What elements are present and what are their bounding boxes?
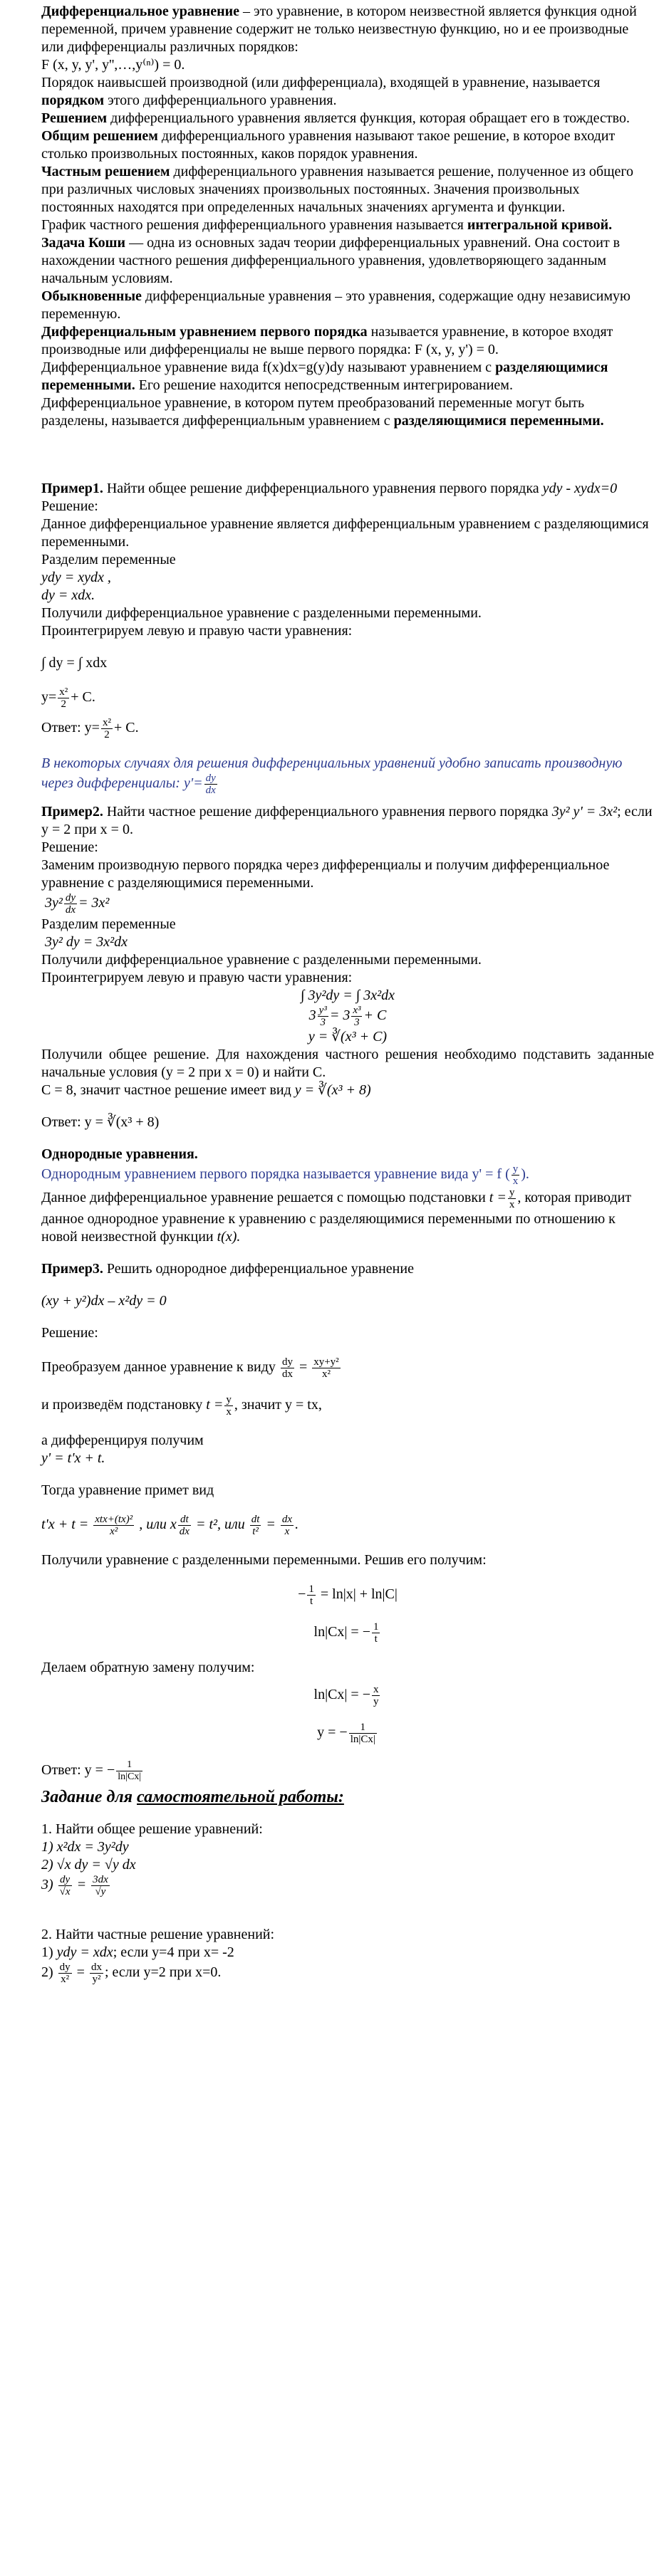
ex1-result: y= $\frac{\text{x²}}{2}$ + C.: [41, 686, 95, 710]
ex1-title: Пример1. Найти общее решение дифференциального уравнения первого порядка ydy - xydx=0: [41, 481, 618, 496]
intro-p7: Задача Коши — одна из основных задач теории дифференциальных уравнений. Она состоит в нахождении частного решения дифференциального уравнения, удовлетворяющего заданным начальным условиям.: [41, 235, 621, 286]
ex3-s7: Получили уравнение с разделенными переменными. Решив его получим:: [41, 1552, 487, 1568]
document-page: [41, 0, 654, 1985]
ex1-solution-label: Решение:: [41, 498, 98, 514]
ex2-answer: Ответ: y = ∛(x³ + 8): [41, 1114, 160, 1130]
ex2-title: Пример2. Найти частное решение дифференциального уравнения первого порядка 3y² y' = 3x²; если y = 2 при x = 0.: [41, 804, 653, 837]
task-1-1: 1) x²dx = 3y²dy: [41, 1839, 129, 1855]
ex2-s7: C = 8, значит частное решение имеет вид y = ∛(x³ + 8): [41, 1082, 371, 1098]
note-differentials: В некоторых случаях для решения дифференциальных уравнений удобно записать производную через дифференциалы: y'= $\frac{dy}{dx}$: [41, 755, 623, 796]
ex1-s3: ydy = xydx ,: [41, 570, 111, 585]
ex2-line3: y = ∛(x³ + C): [308, 1029, 388, 1044]
task-1-3: 3) $\frac{dy}{√x}$ = $\frac{3dx}{√y}$: [41, 1874, 108, 1897]
ex3-s2: и произведём подстановку t = $\frac{y}{x}$ , значит y = tx,: [41, 1394, 322, 1418]
ex1-s2: Разделим переменные: [41, 552, 176, 567]
ex2-solution-label: Решение:: [41, 839, 98, 855]
ex2-line2: 3 $\frac{\text{y³}}{3}$ = 3 $\frac{\text{x³}}{3}$ + C: [308, 1005, 387, 1028]
ex3-s8: Делаем обратную замену получим:: [41, 1660, 255, 1675]
ex3-s6: t'x + t = $\frac{\text{xtx+(tx)²}}{\text{x²}}$ , или x $\frac{dt}{dx}$ = t², или $\frac{dt}{\text{t²}}$ = $\frac{dx}{x}$ .: [41, 1514, 299, 1537]
intro-p2: Порядок наивысшей производной (или дифференциала), входящей в уравнение, называется порядком этого дифференциального уравнения.: [41, 75, 601, 108]
intro-p11: Дифференциальное уравнение, в котором путем преобразований переменные могут быть разделены, называется дифференциальным уравнением с разделяющимися переменными.: [41, 395, 604, 429]
homog-title: Однородные уравнения.: [41, 1146, 198, 1162]
ex3-s5: Тогда уравнение примет вид: [41, 1482, 214, 1498]
intro-p1: Дифференциальное уравнение – это уравнение, в котором неизвестной является функция одной переменной, причем уравнение содержит не только неизвестную функцию, но и ее производные или дифференциалы различных порядков:: [41, 4, 637, 55]
ex3-solution-label: Решение:: [41, 1325, 98, 1341]
task-2: 2. Найти частные решение уравнений:: [41, 1927, 275, 1942]
intro-p9: Дифференциальным уравнением первого порядка называется уравнение, в которое входят производные или дифференциалы не выше первого порядка: F (x, y, y') = 0.: [41, 324, 613, 357]
ex2-s3: 3y² dy = 3x²dx: [45, 934, 128, 950]
ex3-title: Пример3. Решить однородное дифференциальное уравнение: [41, 1261, 414, 1277]
ex1-answer: Ответ: y= $\frac{\text{x²}}{2}$ + C.: [41, 717, 139, 740]
ex3-s3: а дифференцируя получим: [41, 1433, 204, 1448]
ex1-s4: dy = xdx.: [41, 587, 95, 603]
task-2-1: 1) ydy = xdx; если y=4 при x= -2: [41, 1944, 234, 1960]
ex3-answer: Ответ: y = − $\frac{1}{\ln|Cx|}$: [41, 1759, 142, 1782]
ex2-s6: Получили общее решение. Для нахождения частного решения необходимо подставить заданные начальные условия (y = 2 при x = 0) и найти C.: [41, 1047, 654, 1080]
ex3-s4: y' = t'x + t.: [41, 1450, 105, 1466]
ex2-s5: Проинтегрируем левую и правую части уравнения:: [41, 970, 353, 985]
intro-p4: Общим решением дифференциального уравнения называют такое решение, в которое входит столько произвольных постоянных, каков порядок уравнения.: [41, 128, 616, 162]
ex3-s1: Преобразуем данное уравнение к виду $\frac{dy}{dx}$ = $\frac{\text{xy+y²}}{\text{x²}}$: [41, 1356, 339, 1380]
intro-p5: Частным решением дифференциального уравнения называется решение, полученное из общего при различных числовых значениях произвольных постоянных. Значения произвольных постоянных находятся при определенных начальных значениях аргумента и функции.: [41, 164, 634, 215]
task-title: Задание для самостоятельной работы:: [41, 1788, 344, 1806]
ex1-integral: ∫ dy = ∫ xdx: [41, 655, 108, 671]
intro-p8: Обыкновенные дифференциальные уравнения – это уравнения, содержащие одну независимую переменную.: [41, 288, 630, 322]
ex2-s2: Разделим переменные: [41, 916, 176, 932]
ex2-int-line: ∫ 3y²dy = ∫ 3x²dx: [301, 988, 395, 1003]
intro-p3: Решением дифференциального уравнения является функция, которая обращает его в тождество.: [41, 110, 630, 126]
intro-p10: Дифференциальное уравнение вида f(x)dx=g(y)dy называют уравнением с разделяющимися переменными. Его решение находится непосредственным интегрированием.: [41, 360, 608, 393]
ex2-eq1: 3y² $\frac{dy}{dx}$ = 3x²: [45, 892, 110, 916]
task-2-2: 2) $\frac{dy}{\text{x²}}$ = $\frac{dx}{\text{y²}}$ ; если y=2 при x=0.: [41, 1962, 222, 1985]
ex2-s1: Заменим производную первого порядка через дифференциалы и получим дифференциальное уравнение с разделяющимися переменными.: [41, 857, 610, 891]
ex3-r2: ln|Cx| = − $\frac{1}{t}$: [313, 1621, 379, 1645]
ex2-s4: Получили дифференциальное уравнение с разделенными переменными.: [41, 952, 482, 968]
intro-p6: График частного решения дифференциального уравнения называется интегральной кривой.: [41, 217, 613, 233]
intro-formula: F (x, y, y', y'',…,y⁽ⁿ⁾) = 0.: [41, 57, 185, 73]
homog-def: Однородным уравнением первого порядка называется уравнение вида y' = f ( $\frac{y}{x}$ ).: [41, 1163, 529, 1187]
ex3-r1: − $\frac{1}{t}$ = ln|x| + ln|C|: [298, 1583, 398, 1607]
ex3-r4: y = − $\frac{1}{\ln|Cx|}$: [317, 1722, 375, 1745]
task-1: 1. Найти общее решение уравнений:: [41, 1821, 263, 1837]
ex1-s1: Данное дифференциальное уравнение является дифференциальным уравнением с разделяющимися переменными.: [41, 516, 649, 550]
ex3-r3: ln|Cx| = − $\frac{x}{y}$: [313, 1684, 379, 1707]
homog-sub: Данное дифференциальное уравнение решается с помощью подстановки t = $\frac{y}{x}$ , которая приводит данное однородное уравнение к уравнению с разделяющимися переменными по отношению к новой неизвестной функции t(x).: [41, 1187, 632, 1245]
ex1-s6: Проинтегрируем левую и правую части уравнения:: [41, 623, 353, 639]
ex3-equation: (xy + y²)dx – x²dy = 0: [41, 1293, 167, 1309]
ex1-s5: Получили дифференциальное уравнение с разделенными переменными.: [41, 605, 482, 621]
task-1-2: 2) √x dy = √y dx: [41, 1857, 136, 1873]
